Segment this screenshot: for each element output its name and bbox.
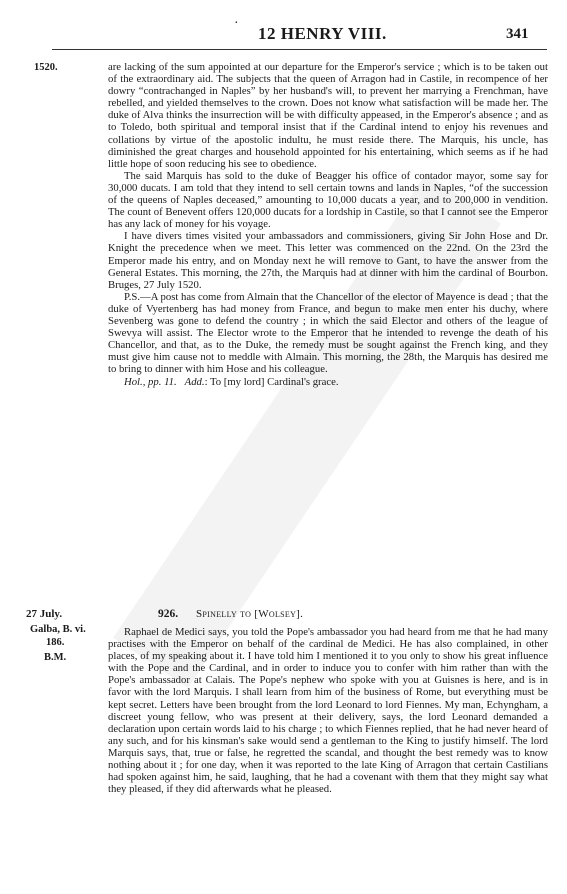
header-ornament: · xyxy=(234,16,239,31)
entry-title: Spinelly to [Wolsey]. xyxy=(196,608,304,620)
endorsement-address: : To [my lord] Cardinal's grace. xyxy=(204,376,339,389)
endorsement xyxy=(108,376,548,388)
paragraph: I have divers times visited your ambassadors and commissioners, giving Sir John Hose and Dr. Knight the precedence when we meet. This letter was commenced on the 22nd. On the 23rd the Emperor made his entry, and on Monday next he will remove to Gant, to have the answer from the General Estates. This morning, the 27th, the Marquis had at dinner with him the cardinal of Bourbon. Bruges, 27 July 1520. xyxy=(108,230,548,291)
entry-number: 926. xyxy=(158,608,179,620)
paragraph: P.S.—A post has come from Almain that the Chancellor of the elector of Mayence is dead ; that the duke of Vyertenberg has had money from France, and begun to make men enter his duchy, where Sevenberg was gone to defend the country ; in which the said Elector and others of the league of Swevya will assist. The Elector wrote to the Emperor that he intended to revenge the death of his Chancellor, and that, as to the Duke, the remedy must be sought against the French king, and they must give him cause not to meddle with Almain. This morning, the 28th, the Marquis has desired me to bring to dinner with him Hose and his colleague. xyxy=(108,290,548,376)
endorsement-hol: Hol., xyxy=(124,376,146,389)
letter-body xyxy=(108,626,548,795)
source-reference: Galba, B. vi. xyxy=(30,624,86,635)
entry-date: 27 July. xyxy=(26,608,63,620)
paragraph: are lacking of the sum appointed at our departure for the Emperor's service ; which is to be taken out of the extraordinary aid. The subjects that the queen of Arragon had in Castile, in recompence of her dowry “contrachanged in Naples” by her husband's will, to prevent her marrying a Frenchman, have rebelled, and yielded themselves to the crown. Does not know what satisfaction will be made her. The duke of Alva thinks the insurrection will be with difficulty appeased, in the Emperor's absence ; and as to Toledo, both spiritual and temporal insist that if the Cardinal intend to enjoy his revenues and collations by virtue of the apostolic indultu, he must reside there. The Marquis, his uncle, has diminished the great charges and household appointed for his entertaining, which seems as if he had little hope of soon reducing his see to obedience. xyxy=(108,61,548,170)
margin-year: 1520. xyxy=(34,62,58,73)
endorsement-add: Add. xyxy=(184,376,205,389)
letter-body-continued xyxy=(108,61,548,389)
running-title: 12 HENRY VIII. xyxy=(258,24,387,43)
header-rule xyxy=(52,49,547,50)
source-library: B.M. xyxy=(44,652,67,663)
paragraph: Raphael de Medici says, you told the Pope's ambassador you had heard from me that he had many practises with the Emperor on behalf of the cardinal de Medici. He has also complained, in other places, of my speaking about it. I have told him I mentioned it to you only to show his great influence with the Pope and the Cardinal, and in order to induce you to confer with him rather than with the Pope's ambassador at Calais. The Pope's nephew who spoke with you at Guisnes is here, and is in favor with the lord Marquis. I shall learn from him of the business of Rome, but everything must be kept secret. Letters have been brought from the lord Leonard to lord Fiennes. My man, Echyngham, a discreet young fellow, who was present at their delivery, says, the lord Leonard demanded a declaration upon certain words laid to his charge ; to which Fiennes replied, that he had never heard of any such, and for his kinsman's sake would send a gentleman to the King to justify himself. The lord Marquis says, that, true or false, he regretted the scandal, and thought the best remedy was to know nothing about it ; for one day, when it was reported to the late King of Arragon that certain Castilians had spoken against him, he said, laughing, that he had a covenant with them that they might say what they pleased, if they did afterwards what he pleased. xyxy=(108,626,548,796)
paragraph: The said Marquis has sold to the duke of Beagger his office of contador mayor, some say for 30,000 ducats. I am told that they intend to sell certain towns and lands in Naples, “of the succession of the queens of Naples deceased,” amounting to 10,000 ducats a year, and to 200,000 in vendition. The count of Benevent offers 120,000 ducats for a lordship in Castile, so that I cannot see the Emperor has any lack of money for his voyage. xyxy=(108,169,548,231)
page-number: 341 xyxy=(506,26,529,42)
endorsement-pages: pp. 11. xyxy=(148,376,177,389)
source-folio: 186. xyxy=(46,637,65,648)
page-header xyxy=(0,16,567,42)
